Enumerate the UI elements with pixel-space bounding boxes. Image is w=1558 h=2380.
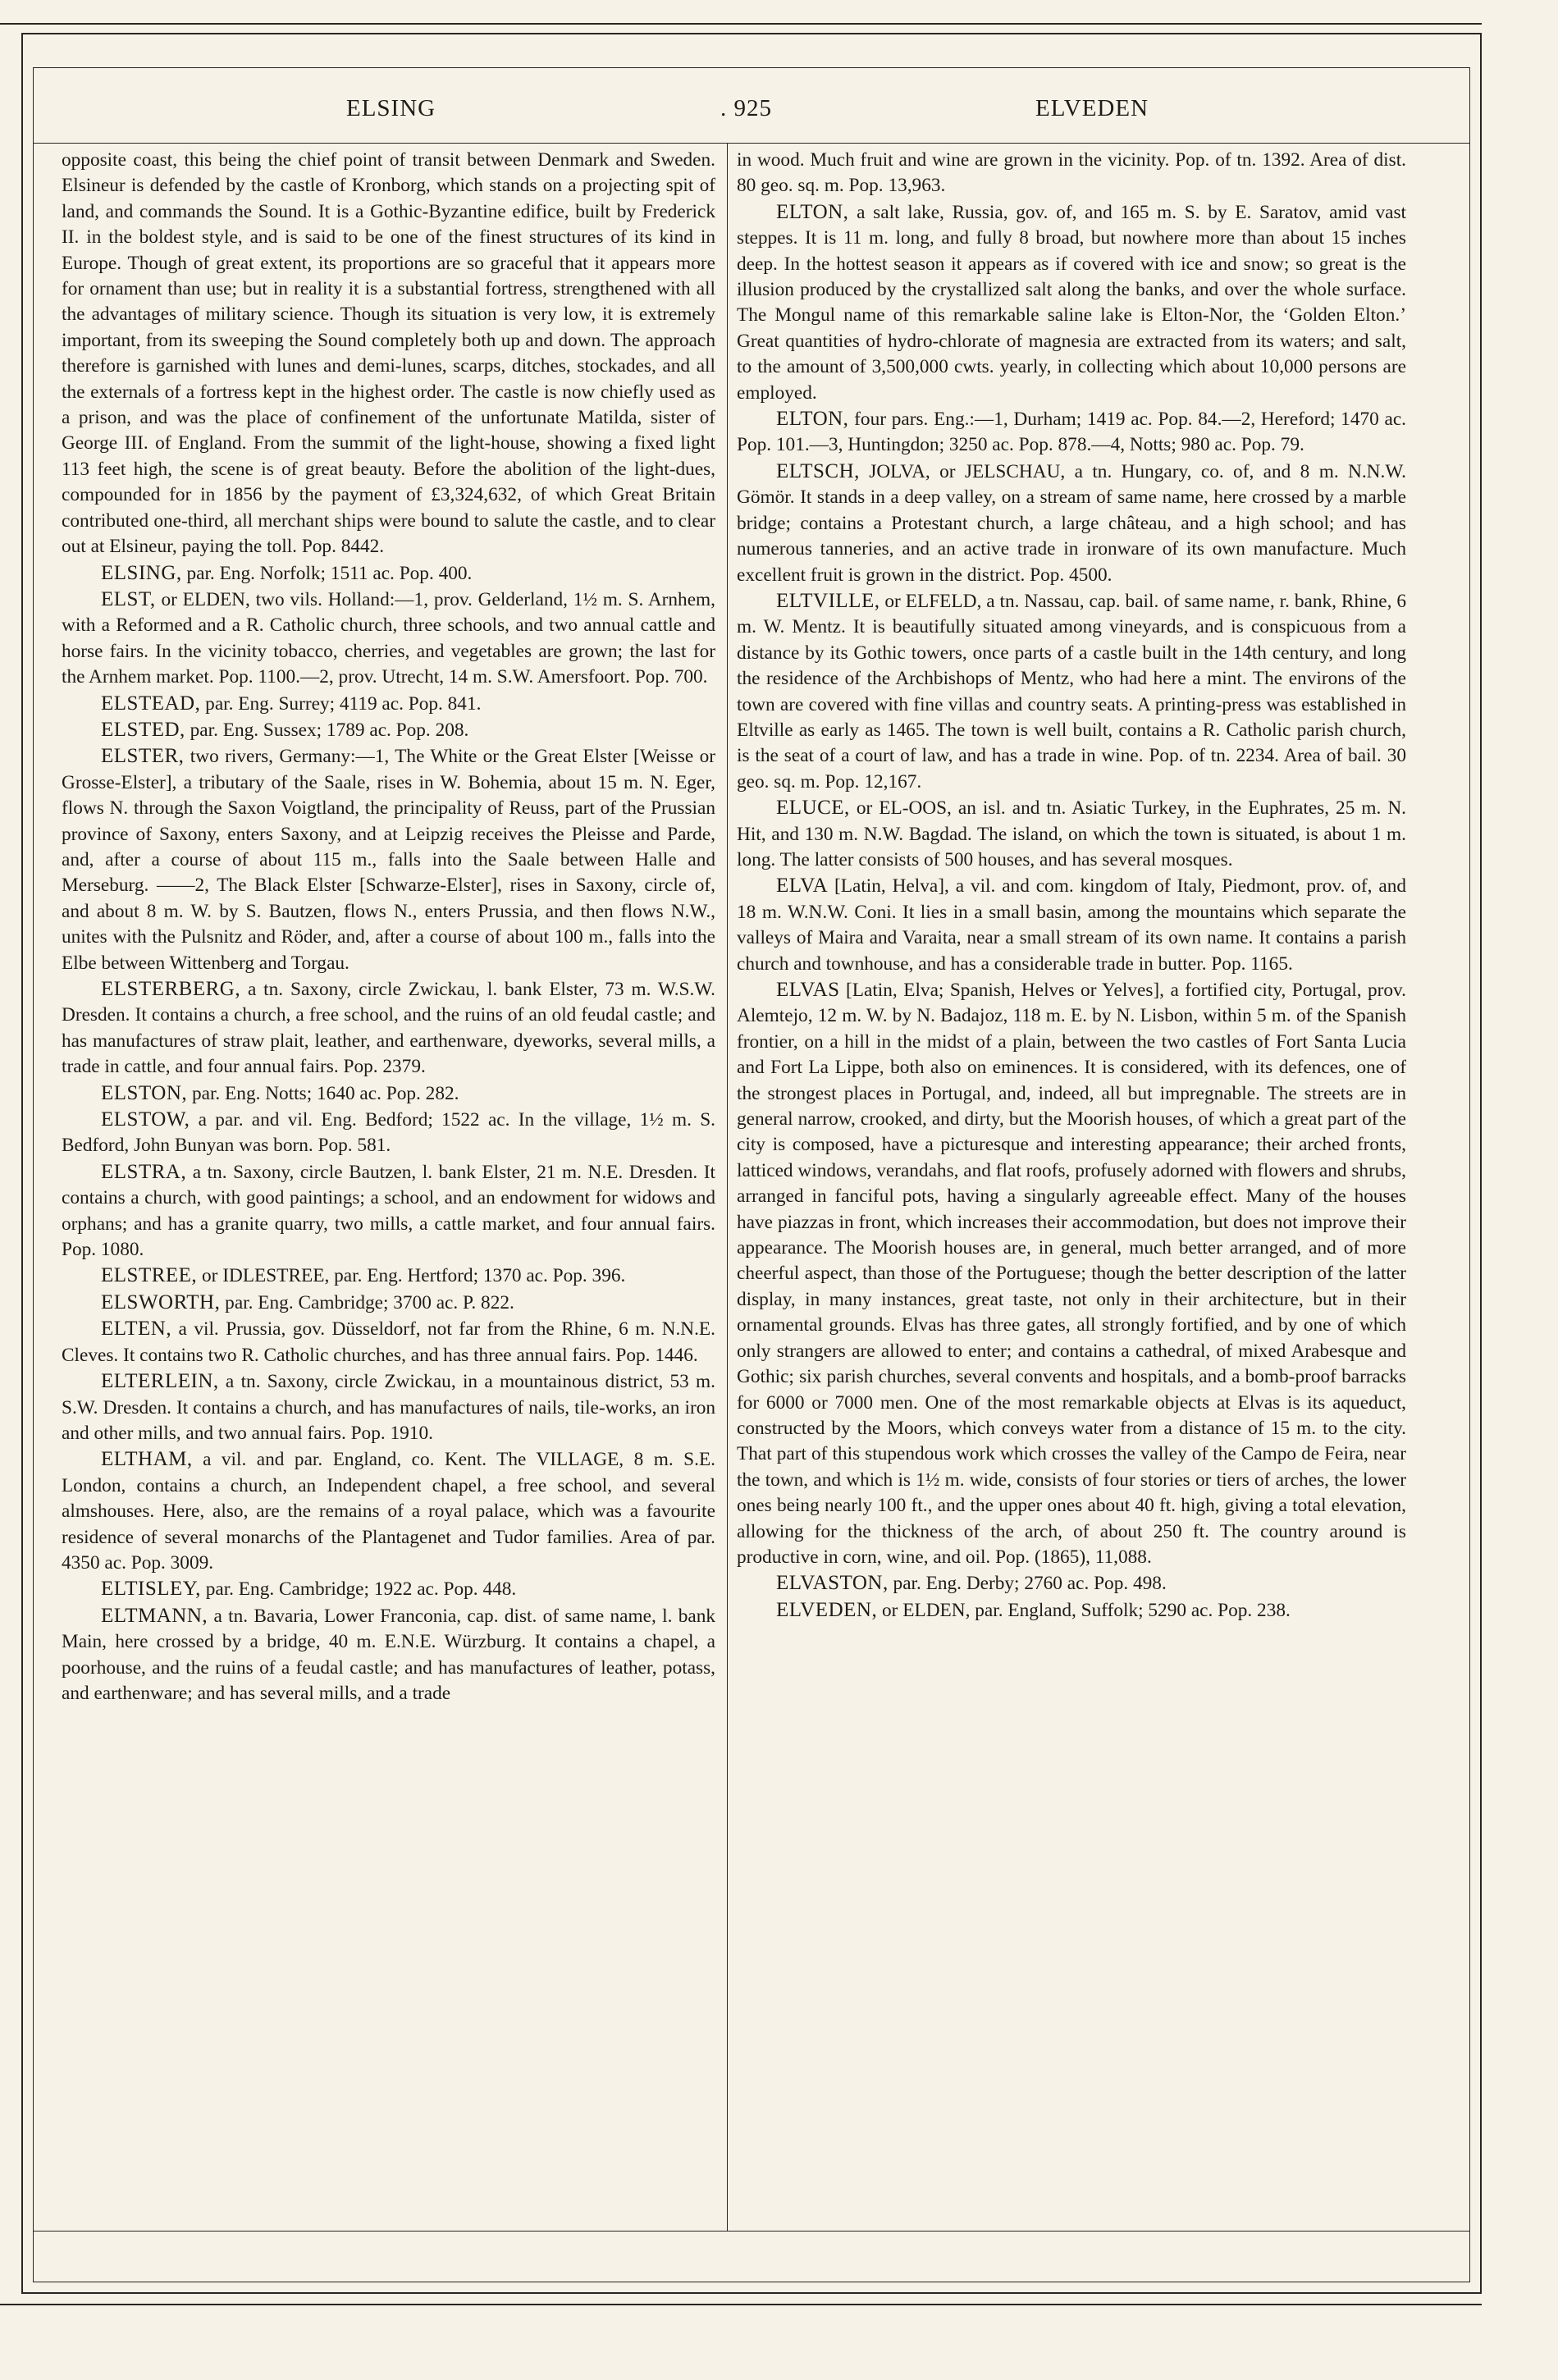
entry-headword: ELSTER, <box>101 745 185 768</box>
gazetteer-entry <box>62 1576 715 1602</box>
entry-headword: ELSING, <box>101 561 182 584</box>
header-right-word: ELVEDEN <box>1035 95 1149 121</box>
entry-headword: ELSTERBERG, <box>101 978 241 1000</box>
entry-text: or IDLESTREE, par. Eng. Hertford; 1370 ac. Pop. 396. <box>197 1265 626 1287</box>
entry-headword: ELVAS <box>776 979 840 1001</box>
entry-text: a salt lake, Russia, gov. of, and 165 m. S. by E. Saratov, amid vast steppes. It is 11 m. long, and fully 8 broad, but nowhere more than about 15 inches deep. In the hottest season it appears as if covered with ice and snow; so great is the illusion produced by the crystallized salt along the banks, and over the whole surface. The Mongul name of this remarkable saline lake is Elton-Nor, the ‘Golden Elton.’ Great quantities of hydro-chlorate of magnesia are extracted from its waters; and salt, to the amount of 3,500,000 cwts. yearly, in collecting which about 10,000 persons are employed. <box>737 201 1406 404</box>
gazetteer-entry <box>737 459 1406 588</box>
page-number: . 925 <box>720 95 772 121</box>
entry-text: par. Eng. Cambridge; 3700 ac. P. 822. <box>220 1291 514 1313</box>
entry-text: four pars. Eng.:—1, Durham; 1419 ac. Pop. 84.—2, Hereford; 1470 ac. Pop. 101.—3, Huntingdon; 3250 ac. Pop. 878.—4, Notts; 980 ac. Pop. 79. <box>737 409 1406 456</box>
gazetteer-entry <box>62 1263 715 1289</box>
entry-text: or ELDEN, par. England, Suffolk; 5290 ac. Pop. 238. <box>877 1599 1291 1621</box>
continued-text <box>737 148 1406 199</box>
gazetteer-entry <box>737 199 1406 406</box>
column-divider <box>727 143 728 2231</box>
gazetteer-entry <box>62 1107 715 1159</box>
entry-text: par. Eng. Cambridge; 1922 ac. Pop. 448. <box>200 1578 517 1601</box>
entry-text: a tn. Saxony, circle Zwickau, in a mountainous district, 53 m. S.W. Dresden. It contains a church, and has manufactures of nails, tile-works, an iron and other mills, and two annual fairs. Pop. 1910. <box>62 1371 715 1444</box>
entry-headword: ELUCE, <box>776 797 850 820</box>
gazetteer-entry <box>737 873 1406 977</box>
entry-headword: ELTVILLE, <box>776 589 880 612</box>
entry-headword: ELTSCH, <box>776 459 860 482</box>
entry-headword: ELVEDEN, <box>776 1598 878 1621</box>
gazetteer-entry <box>62 1080 715 1107</box>
entry-text: par. Eng. Derby; 2760 ac. Pop. 498. <box>888 1573 1167 1595</box>
footer-rule <box>33 2231 1470 2232</box>
entry-headword: ELSTOW, <box>101 1108 190 1131</box>
entry-text: a vil. Prussia, gov. Düsseldorf, not far from the Rhine, 6 m. N.N.E. Cleves. It contains two R. Catholic churches, and has three annual fairs. Pop. 1446. <box>62 1318 715 1366</box>
gazetteer-entry <box>737 406 1406 459</box>
entry-headword: ELST, <box>101 587 156 610</box>
entry-text: two rivers, Germany:—1, The White or the Great Elster [Weisse or Grosse-Elster], a tributary of the Saale, rises in W. Bohemia, about 15 m. N. Eger, flows N. through the Saxon Voigtland, the principality of Reuss, part of the Prussian province of Saxony, enters Saxony, and at Leipzig receives the Pleisse and Parde, and, after a course of about 115 m., falls into the Saale between Halle and Merseburg. ——2, The Black Elster [Schwarze-Elster], rises in Saxony, circle of, and about 8 m. W. by S. Bautzen, flows N., enters Prussia, and then flows N.W., unites with the Pulsnitz and Röder, and, after a course of about 100 m., falls into the Elbe between Wittenberg and Torgau. <box>62 746 715 974</box>
entry-headword: ELVASTON, <box>776 1572 889 1595</box>
entry-headword: ELSTREE, <box>101 1264 198 1287</box>
header-left-word: ELSING <box>346 95 436 121</box>
entry-text: opposite coast, this being the chief point of transit between Denmark and Sweden. Elsineur is defended by the castle of Kronborg, which stands on a projecting spit of land, and commands the Sound. It is a Gothic-Byzantine edifice, built by Frederick II. in the boldest style, and is said to be one of the finest structures of its kind in Europe. Though of great extent, its proportions are so graceful that it appears more for ornament than use; but in reality it is a substantial fortress, strengthened with all the advantages of military science. Though its situation is very low, it is extremely important, from its sweeping the Sound completely both up and down. The approach therefore is garnished with lunes and demi-lunes, scarps, ditches, stockades, and all the externals of a fortress kept in the highest order. The castle is now chiefly used as a prison, and was the place of confinement of the unfortunate Matilda, sister of George III. of England. From the summit of the light-house, showing a fixed light 113 feet high, the scene is of great beauty. Before the abolition of the light-dues, compounded for in 1856 by the payment of £3,324,632, of which Great Britain contributed one-third, all merchant ships were bound to salute the castle, and to clear out at Elsineur, paying the toll. Pop. 8442. <box>62 149 715 558</box>
entry-text: par. Eng. Sussex; 1789 ac. Pop. 208. <box>185 719 469 741</box>
gazetteer-entry <box>737 795 1406 873</box>
gazetteer-entry <box>737 588 1406 795</box>
entry-text: or ELFELD, a tn. Nassau, cap. bail. of same name, r. bank, Rhine, 6 m. W. Mentz. It is beautifully situated among vineyards, and is conspicuous from a distance by its Gothic towers, once parts of a castle built in the 14th century, and long the residence of the Archbishops of Mentz, who had here a mint. The environs of the town are covered with fine villas and country seats. A printing-press was established in Eltville as early as 1465. The town is well built, contains a R. Catholic parish church, is the seat of a court of law, and has a trade in wine. Pop. of tn. 2234. Area of bail. 30 geo. sq. m. Pop. 12,167. <box>737 590 1406 793</box>
entry-text: [Latin, Elva; Spanish, Helves or Yelves], a fortified city, Portugal, prov. Alemtejo, 12 m. W. by N. Badajoz, 118 m. E. by N. Lisbon, within 5 m. of the Spanish frontier, on a hill in the midst of a plain, between the two castles of Fort Santa Lucia and Fort La Lippe, both also on eminences. It is considered, with its defences, one of the strongest places in Portugal, and, indeed, all but impregnable. The streets are in general narrow, crooked, and dirty, but the Moorish houses, of which a great part of the city is composed, have a picturesque and interesting appearance; their arched fronts, latticed windows, verandahs, and flat roofs, profusely adorned with flowers and shrubs, arranged in fanciful pots, having a singularly agreeable effect. Many of the houses have piazzas in front, which increases their accommodation, but does not improve their appearance. The Moorish houses are, in general, much better arranged, and of more cheerful aspect, than those of the Portuguese; though the better description of the latter display, in many instances, great taste, not only in their architecture, but in their ornamental grounds. Elvas has three gates, all strongly fortified, and by one of which only strangers are allowed to enter; and contains a cathedral, of mixed Arabesque and Gothic; six parish churches, several convents and hospitals, and a bomb-proof barracks for 6000 or 7000 men. One of the most remarkable objects at Elvas is its aqueduct, constructed by the Moors, which conveys water from a distance of 15 m. to the city. That part of this stupendous work which crosses the valley of the Campo de Feira, near the town, and which is 1½ m. wide, consists of four stories or tiers of arches, the lower ones being nearly 100 ft., and the upper ones about 40 ft. high, giving a total elevation, allowing for the thickness of the arch, of about 250 ft. The country around is productive in corn, wine, and oil. Pop. (1865), 11,088. <box>737 980 1406 1568</box>
entry-text: a tn. Saxony, circle Bautzen, l. bank Elster, 21 m. N.E. Dresden. It contains a church, with good paintings; a school, and an endowment for widows and orphans; and has a granite quarry, two mills, a cattle market, and four annual fairs. Pop. 1080. <box>62 1161 715 1261</box>
entry-headword: ELSTRA, <box>101 1160 187 1183</box>
gazetteer-entry <box>62 1159 715 1263</box>
entry-text: a par. and vil. Eng. Bedford; 1522 ac. In the village, 1½ m. S. Bedford, John Bunyan was born. Pop. 581. <box>62 1109 715 1157</box>
gazetteer-entry <box>62 1290 715 1316</box>
entry-text: a tn. Saxony, circle Zwickau, l. bank Elster, 73 m. W.S.W. Dresden. It contains a church, a free school, and the ruins of an old feudal castle; and has manufactures of straw plait, leather, and earthenware, dyeworks, several mills, a trade in cattle, and four annual fairs. Pop. 2379. <box>62 979 715 1078</box>
entry-headword: ELTEN, <box>101 1318 172 1341</box>
entry-headword: ELTON, <box>776 408 849 431</box>
gazetteer-entry <box>737 977 1406 1570</box>
entry-headword: ELTMANN, <box>101 1604 208 1627</box>
entry-text: or EL-OOS, an isl. and tn. Asiatic Turkey, in the Euphrates, 25 m. N. Hit, and 130 m. N.W. Bagdad. The island, on which the town is situated, is about 1 m. long. The latter consists of 500 houses, and has several mosques. <box>737 797 1406 870</box>
gazetteer-entry <box>62 691 715 717</box>
entry-headword: ELTHAM, <box>101 1448 193 1471</box>
gazetteer-entry <box>737 1597 1406 1624</box>
gazetteer-entry <box>62 976 715 1080</box>
gazetteer-entry <box>62 717 715 743</box>
top-edge-line <box>0 23 1482 25</box>
gazetteer-entry <box>62 587 715 691</box>
gazetteer-entry <box>62 1316 715 1368</box>
left-column <box>62 148 715 2227</box>
entry-text: [Latin, Helva], a vil. and com. kingdom of Italy, Piedmont, prov. of, and 18 m. W.N.W. Coni. It lies in a small basin, among the mountains which separate the valleys of Maira and Varaita, near a small stream of its own name. It contains a parish church and townhouse, and has a considerable trade in butter. Pop. 1165. <box>737 875 1406 975</box>
running-head <box>33 67 1470 143</box>
entry-text: par. Eng. Notts; 1640 ac. Pop. 282. <box>187 1082 459 1104</box>
entry-text: par. Eng. Surrey; 4119 ac. Pop. 841. <box>200 692 482 715</box>
header-rule <box>33 143 1470 144</box>
gazetteer-entry <box>62 560 715 587</box>
gazetteer-entry <box>62 1603 715 1707</box>
entry-text: a tn. Bavaria, Lower Franconia, cap. dist. of same name, l. bank Main, here crossed by a bridge, 40 m. E.N.E. Würzburg. It contains a chapel, a poorhouse, and the ruins of a feudal castle; and has manufactures of leather, potass, and earthenware; and has several mills, and a trade <box>62 1605 715 1704</box>
entry-text: par. Eng. Norfolk; 1511 ac. Pop. 400. <box>181 562 473 584</box>
entry-text: or ELDEN, two vils. Holland:—1, prov. Gelderland, 1½ m. S. Arnhem, with a Reformed and a R. Catholic church, three schools, and two annual cattle and horse fairs. In the vicinity tobacco, cherries, and vegetables are grown; the last for the Arnhem market. Pop. 1100.—2, prov. Utrecht, 14 m. S.W. Amersfoort. Pop. 700. <box>62 588 715 688</box>
continued-text <box>62 148 715 560</box>
entry-headword: ELTISLEY, <box>101 1578 201 1601</box>
right-column <box>737 148 1406 2227</box>
entry-headword: ELVA <box>776 875 829 898</box>
entry-headword: ELTERLEIN, <box>101 1370 219 1393</box>
bottom-edge-line <box>0 2304 1482 2305</box>
gazetteer-entry <box>62 1446 715 1576</box>
gazetteer-entry <box>62 743 715 976</box>
entry-text: a vil. and par. England, co. Kent. The VILLAGE, 8 m. S.E. London, contains a church, an Independent chapel, a free school, and several almshouses. Here, also, are the remains of a royal palace, which was a favourite residence of several monarchs of the Plantagenet and Tudor families. Area of par. 4350 ac. Pop. 3009. <box>62 1449 715 1574</box>
entry-headword: ELSTEAD, <box>101 692 201 715</box>
entry-text: JOLVA, or JELSCHAU, a tn. Hungary, co. of, and 8 m. N.N.W. Gömör. It stands in a deep valley, on a stream of same name, here crossed by a marble bridge; contains a Protestant church, a large château, and a high school; and has numerous tanneries, and an active trade in ironware of its own manufacture. Much excellent fruit is grown in the district. Pop. 4500. <box>737 460 1406 586</box>
gazetteer-entry <box>62 1368 715 1446</box>
entry-headword: ELSTED, <box>101 718 185 741</box>
entry-text: in wood. Much fruit and wine are grown in the vicinity. Pop. of tn. 1392. Area of dist. 80 geo. sq. m. Pop. 13,963. <box>737 149 1406 197</box>
entry-headword: ELTON, <box>776 200 849 223</box>
entry-headword: ELSWORTH, <box>101 1290 221 1313</box>
gazetteer-entry <box>737 1570 1406 1597</box>
entry-headword: ELSTON, <box>101 1081 188 1104</box>
